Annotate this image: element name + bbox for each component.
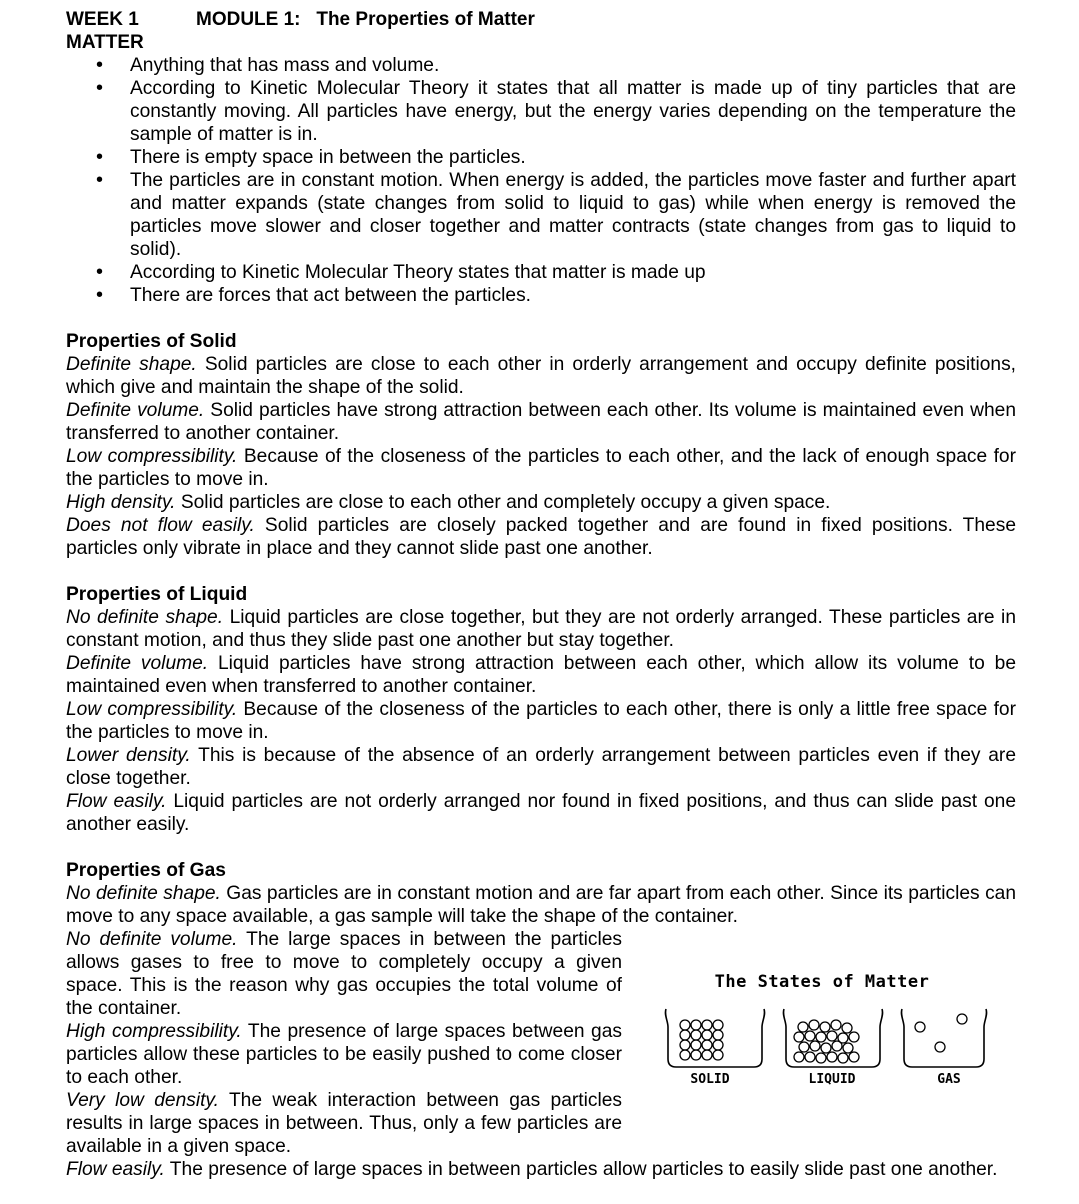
property-paragraph — [66, 652, 1016, 698]
week-label: WEEK 1 — [66, 9, 139, 30]
property-paragraph — [66, 790, 1016, 836]
property-text: Liquid particles have strong attraction between each other, which allow its volume to be maintained even when transferred to another container. — [66, 653, 1016, 697]
property-paragraph — [66, 882, 1016, 928]
property-paragraph — [66, 606, 1016, 652]
property-text: Gas particles are in constant motion and are far apart from each other. Since its particles can move to any space available, a gas sample will take the shape of the container. — [66, 883, 1017, 927]
property-term: Definite volume. — [66, 653, 209, 674]
states-illustration — [662, 951, 1022, 1101]
list-item: • The particles are in constant motion. When energy is added, the particles move faster and further apart and matter expands (state changes from solid to liquid to gas) while when energy is removed the particles move slower and closer together and matter contracts (state changes from gas to liquid to solid). — [130, 169, 1016, 261]
list-item: • According to Kinetic Molecular Theory it states that all matter is made up of tiny particles that are constantly moving. All particles have energy, but the energy varies depending on the temperature the sample of matter is in. — [130, 77, 1016, 146]
property-term: High compressibility. — [66, 1021, 242, 1042]
gas-section — [66, 859, 1016, 1181]
property-text: Solid particles have strong attraction between each other. Its volume is maintained even when transferred to another container. — [66, 400, 1016, 444]
property-term: Flow easily. — [66, 791, 167, 812]
property-text: Liquid particles are close together, but they are not orderly arranged. These particles are in constant motion, and thus they slide past one another but stay together. — [66, 607, 1016, 651]
property-text: Solid particles are closely packed together and are found in fixed positions. These particles only vibrate in place and they cannot slide past one another. — [66, 515, 1016, 559]
property-term: Low compressibility. — [66, 446, 238, 467]
property-text: Because of the closeness of the particles to each other, and the lack of enough space for the particles to move in. — [66, 446, 1016, 490]
liquid-section — [66, 583, 1016, 836]
property-text: The presence of large spaces between gas particles allow these particles to be easily pushed to come closer to each other. — [66, 1021, 622, 1088]
states-of-matter-figure — [662, 951, 1022, 1101]
property-term: No definite volume. — [66, 929, 238, 950]
property-paragraph — [66, 491, 1016, 514]
property-paragraph — [66, 514, 1016, 560]
property-text: The large spaces in between the particles allows gases to free to move to completely occupy a given space. This is the reason why gas occupies the total volume of the container. — [66, 929, 623, 1019]
solid-container-icon — [665, 1009, 764, 1067]
list-item: • Anything that has mass and volume. — [130, 54, 1016, 77]
property-paragraph — [66, 399, 1016, 445]
property-text: The presence of large spaces in between particles allow particles to easily slide past one another. — [164, 1159, 998, 1180]
property-paragraph — [66, 1089, 622, 1158]
figure-title: The States of Matter — [714, 972, 930, 992]
property-term: High density. — [66, 492, 176, 513]
property-text: The weak interaction between gas particles results in large spaces in between. Thus, only a few particles are available in a given space. — [66, 1090, 622, 1157]
solid-section — [66, 330, 1016, 560]
property-text: Because of the closeness of the particles to each other, there is only a little free space for the particles to move in. — [66, 699, 1016, 743]
property-term: Low compressibility. — [66, 699, 238, 720]
section-heading-liquid: Properties of Liquid — [66, 584, 248, 605]
liquid-container-icon — [783, 1009, 882, 1067]
property-term: No definite shape. — [66, 607, 224, 628]
list-item: • There is empty space in between the particles. — [130, 146, 1016, 169]
property-paragraph — [66, 744, 1016, 790]
property-paragraph — [66, 1020, 622, 1089]
property-paragraph — [66, 928, 622, 1020]
property-paragraph — [66, 1158, 1016, 1181]
gas-container-icon — [901, 1009, 986, 1067]
property-paragraph — [66, 698, 1016, 744]
property-text: This is because of the absence of an orderly arrangement between particles even if they are close together. — [66, 745, 1016, 789]
document-page — [66, 8, 1016, 1181]
property-text: Liquid particles are not orderly arranged nor found in fixed positions, and thus can slide past one another easily. — [66, 791, 1016, 835]
module-title: MODULE 1: The Properties of Matter — [196, 9, 535, 30]
property-text: Solid particles are close to each other in orderly arrangement and occupy definite positions, which give and maintain the shape of the solid. — [66, 354, 1016, 398]
solid-label: SOLID — [690, 1072, 730, 1087]
property-term: Lower density. — [66, 745, 191, 766]
property-term: No definite shape. — [66, 883, 221, 904]
property-term: Definite shape. — [66, 354, 197, 375]
topic-title: MATTER — [66, 32, 144, 53]
property-term: Definite volume. — [66, 400, 205, 421]
property-paragraph — [66, 445, 1016, 491]
module-header — [66, 8, 1016, 31]
liquid-label: LIQUID — [808, 1072, 856, 1087]
section-heading-solid: Properties of Solid — [66, 331, 237, 352]
property-paragraph — [66, 353, 1016, 399]
list-item: • There are forces that act between the particles. — [130, 284, 1016, 307]
gas-narrow-column — [66, 928, 622, 1158]
matter-bullet-list — [66, 54, 1016, 307]
section-heading-gas: Properties of Gas — [66, 860, 226, 881]
property-text: Solid particles are close to each other and completely occupy a given space. — [175, 492, 831, 513]
property-term: Flow easily. — [66, 1159, 165, 1180]
list-item: • According to Kinetic Molecular Theory states that matter is made up — [130, 261, 1016, 284]
property-term: Very low density. — [66, 1090, 219, 1111]
gas-label: GAS — [937, 1072, 961, 1087]
property-term: Does not flow easily. — [66, 515, 255, 536]
